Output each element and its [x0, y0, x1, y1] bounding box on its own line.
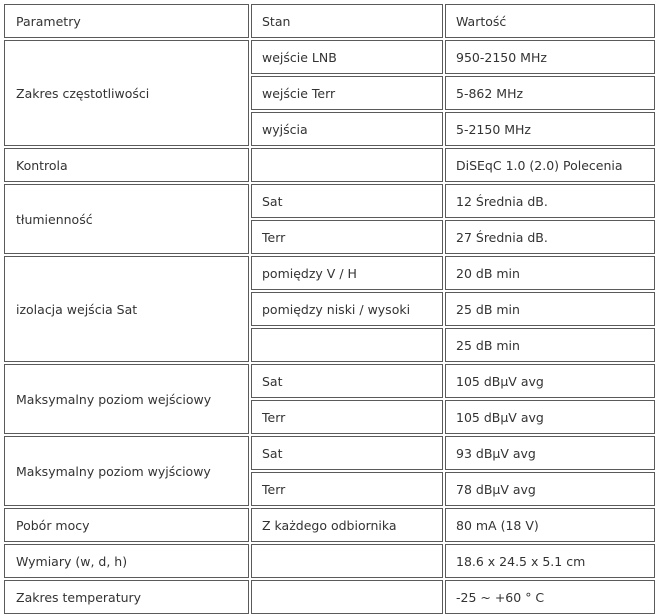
state-cell [251, 328, 443, 362]
value-cell: 105 dBµV avg [445, 364, 655, 398]
table-row [4, 40, 655, 74]
state-cell: Terr [251, 400, 443, 434]
value-cell: 25 dB min [445, 292, 655, 326]
table-row [4, 436, 655, 470]
value-cell: 18.6 x 24.5 x 5.1 cm [445, 544, 655, 578]
state-cell: Sat [251, 184, 443, 218]
state-cell [251, 148, 443, 182]
state-cell: Terr [251, 472, 443, 506]
state-cell: wejście Terr [251, 76, 443, 110]
header-state: Stan [251, 4, 443, 38]
table-row [4, 256, 655, 290]
spec-table [2, 2, 657, 616]
value-cell: 950-2150 MHz [445, 40, 655, 74]
parameter-cell: Kontrola [4, 148, 249, 182]
value-cell: 12 Średnia dB. [445, 184, 655, 218]
value-cell: 5-862 MHz [445, 76, 655, 110]
spec-table-body [4, 4, 655, 614]
table-row [4, 148, 655, 182]
parameter-cell: Zakres częstotliwości [4, 40, 249, 146]
state-cell: Sat [251, 364, 443, 398]
header-value: Wartość [445, 4, 655, 38]
table-row [4, 580, 655, 614]
value-cell: 20 dB min [445, 256, 655, 290]
value-cell: DiSEqC 1.0 (2.0) Polecenia [445, 148, 655, 182]
value-cell: -25 ~ +60 ° C [445, 580, 655, 614]
table-row [4, 364, 655, 398]
state-cell: pomiędzy V / H [251, 256, 443, 290]
value-cell: 105 dBµV avg [445, 400, 655, 434]
state-cell: Z każdego odbiornika [251, 508, 443, 542]
header-parameters: Parametry [4, 4, 249, 38]
value-cell: 78 dBµV avg [445, 472, 655, 506]
state-cell: pomiędzy niski / wysoki [251, 292, 443, 326]
state-cell: Sat [251, 436, 443, 470]
parameter-cell: Wymiary (w, d, h) [4, 544, 249, 578]
table-row [4, 544, 655, 578]
state-cell: Terr [251, 220, 443, 254]
table-row [4, 508, 655, 542]
parameter-cell: Pobór mocy [4, 508, 249, 542]
parameter-cell: Zakres temperatury [4, 580, 249, 614]
parameter-cell: izolacja wejścia Sat [4, 256, 249, 362]
parameter-cell: Maksymalny poziom wyjściowy [4, 436, 249, 506]
value-cell: 80 mA (18 V) [445, 508, 655, 542]
value-cell: 93 dBµV avg [445, 436, 655, 470]
table-header-row [4, 4, 655, 38]
value-cell: 5-2150 MHz [445, 112, 655, 146]
parameter-cell: tłumienność [4, 184, 249, 254]
parameter-cell: Maksymalny poziom wejściowy [4, 364, 249, 434]
value-cell: 25 dB min [445, 328, 655, 362]
state-cell [251, 544, 443, 578]
state-cell: wyjścia [251, 112, 443, 146]
state-cell: wejście LNB [251, 40, 443, 74]
table-row [4, 184, 655, 218]
state-cell [251, 580, 443, 614]
value-cell: 27 Średnia dB. [445, 220, 655, 254]
